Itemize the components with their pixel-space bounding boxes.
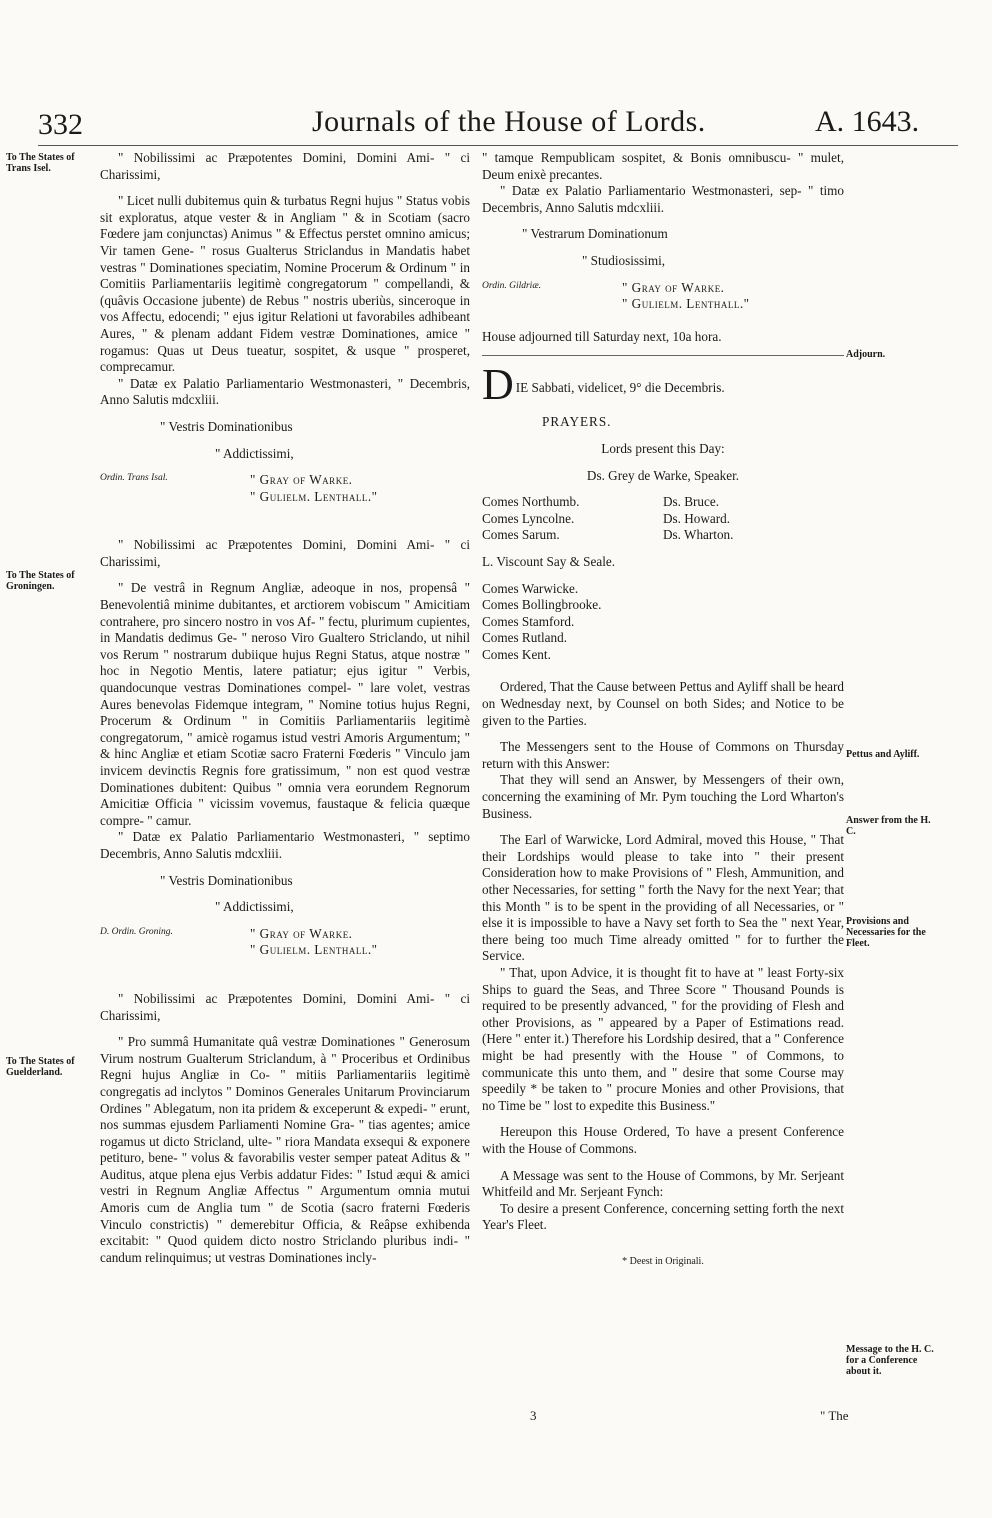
- margin-note-guelderland: To The States of Guelderland.: [6, 1056, 75, 1078]
- margin-note-trans-isel: To The States of Trans Isel.: [6, 152, 75, 174]
- warwick-motion: " That, upon Advice, it is thought fit to have at " least Forty-six Ships to guard the Seas, and Three Score " Thousand Pounds is required to be presently advanced, " for the providing of Flesh and other Provisions, as " appeared by a Paper of Estimations read. (Here " enter it.) Therefore his Lordship desired, that a " Conference might be had presently with the House " of Commons, to communicate this unto them, and " desire that some Course may speedily * be taken to " procure Monies and other Provisions, that no Time be " lost to expedite this Business.": [482, 964, 844, 1113]
- signature-mark: 3: [530, 1408, 537, 1423]
- margin-note-provisions: Provisions and Necessaries for the Fleet.: [846, 916, 926, 949]
- lord-entry: Ds. Wharton.: [663, 527, 734, 543]
- header-rule: [38, 145, 958, 146]
- closing: " Vestris Dominationibus: [160, 418, 293, 434]
- lord-entry: Comes Rutland.: [482, 630, 567, 646]
- margin-note-message: Message to the H. C. for a Conference about it.: [846, 1344, 934, 1377]
- margin-note-pettus: Pettus and Ayliff.: [846, 749, 920, 760]
- margin-note-adjourn: Adjourn.: [846, 349, 886, 360]
- signer: " Gray of Warke.: [250, 472, 353, 488]
- lord-entry: Comes Stamford.: [482, 613, 575, 629]
- signature-block: [482, 280, 844, 313]
- lord-entry: Comes Lyncolne.: [482, 510, 575, 526]
- lord-entry: Comes Northumb.: [482, 494, 580, 510]
- dateline: " Datæ ex Palatio Parliamentario Westmonasteri, " septimo Decembris, Anno Salutis mdcxliii.: [100, 829, 470, 861]
- closing: " Vestris Dominationibus: [160, 872, 293, 888]
- margin-note-groningen: To The States of Groningen.: [6, 570, 75, 592]
- lords-present-heading: Lords present this Day:: [601, 440, 725, 456]
- letter-trans-isel: [100, 150, 470, 505]
- adjournment: House adjourned till Saturday next, 10a hora.: [482, 328, 722, 344]
- closing: " Addictissimi,: [215, 899, 294, 915]
- letter-body: " Pro summâ Humanitate quâ vestræ Dominationes " Generosum Virum nostrum Gualterum Striclandum, à " Proceribus et Ordinibus Regni hujus Angliæ in Co- " mitiis Parliamentariis legitimè congregatis ad inclytos " Dominos Generales Unitarum Provinciarum Ordines " Ablegatum, non ita pridem & exceperunt & expedi- " erunt, nos summas ejusdem Parliamenti Nomine Gra- " tias agentes; amice rogamus ut dicto Stricland, ulte- " riora Mandata exsequi & exponere petituro, bene- " volus & favorabilis vester semper pateat Aditus & " Auditus, atque plena ejus Verbis addatur Fides: " Istud æqui & amici vestri in Regnum Angliæ Affectus " Argumentum omnia mutui Amoris cum de Anglia tum " de Scotia (sacro fraterni Fœderis Vinculo constrictis) " demerebitur Officia, & Reâpse exhibenda excitabit: " Quod quidem dicto nostro Striclando pluribus indi- " candum relinquimus; ut vestras Dominationes incly-: [100, 1034, 470, 1265]
- catchword: " The: [820, 1408, 849, 1423]
- dateline: " Datæ ex Palatio Parliamentario Westmonasteri, sep- " timo Decembris, Anno Salutis mdcxliii.: [482, 183, 844, 215]
- letter-groningen: [100, 537, 470, 959]
- lord-entry: Comes Sarum.: [482, 527, 560, 543]
- signature-block: [100, 926, 470, 959]
- addressee-abbreviation: Ordin. Gildriæ.: [482, 280, 542, 291]
- answer-entry: That they will send an Answer, by Messengers of their own, concerning the examining of Mr. Pym touching the Lord Wharton's Business.: [482, 772, 844, 821]
- closing: " Vestrarum Dominationum: [522, 226, 668, 242]
- signature-block: [100, 472, 470, 505]
- salutation: " Nobilissimi ac Præpotentes Domini, Domini Ami- " ci Charissimi,: [100, 990, 470, 1023]
- signer: " Gray of Warke.: [622, 279, 725, 295]
- page-number: 332: [38, 108, 83, 141]
- section-rule: [482, 355, 844, 356]
- page-title: Journals of the House of Lords.: [312, 105, 706, 138]
- closing: " Studiosissimi,: [582, 252, 666, 268]
- warwick-motion: The Earl of Warwicke, Lord Admiral, moved this House, " That their Lordships would please to take into " their present Consideration how to make Provisions of " Flesh, Ammunition, and other Necessaries, for setting " forth the Navy for the next Year; that this Month " is to be spent in the providing of all Necessaries, or " else it is impossible to have a Navy set forth to Sea the " next Year, there being too much Time already omitted " for to further the Service.: [482, 832, 844, 964]
- signer: " Gulielm. Lenthall.": [622, 296, 750, 312]
- letter-body: " De vestrâ in Regnum Angliæ, adeoque in nos, propensâ " Benevolentiâ minime dubitantes, et arctiorem vobiscum " Amicitiam contrahere, pro sincero nostro in vos Af- " fectu, plurimum cupientes, in Mandatis dedimus Ge- " neroso Viro Gualtero Striclando, ut nihil vos Rerum " nostrarum dubiique hujus Regni Status, atque nostræ " hoc in Negotio Mentis, latere patiatur; ejus igitur " Verbis, quandocunque vestras Dominationes compel- " lare volet, vestras Aures benevolas Fidemque integram, " Nomine totius hujus Regni, Procerum & Ordinum " in Comitiis Parliamentariis legitimè congregatorum, " amicè rogamus istud vestri Amoris Argumentum; " & hinc Angliæ et etiam Scotiæ sacro Fraterni Fœderis " Vinculo jam invicem devinctis Regnis fore gratissimum, " non est quod vestræ Dominationes dubitent: Quibus " omnia vera eorundem Regnorum Amicitiæ Officia " vicissim vovemus, faustaque & felicia quæque compre- " camur.: [100, 580, 470, 828]
- page-year: A. 1643.: [815, 105, 920, 138]
- left-column: [100, 150, 470, 1266]
- right-column: [482, 150, 844, 1280]
- lord-entry: Comes Kent.: [482, 646, 551, 662]
- letter-continuation: " tamque Rempublicam sospitet, & Bonis omnibuscu- " mulet, Deum enixè precantes.: [482, 150, 844, 182]
- lords-present-list: [482, 494, 844, 544]
- lord-entry: Comes Bollingbrooke.: [482, 597, 602, 613]
- lord-entry: Ds. Bruce.: [663, 494, 720, 510]
- salutation: " Nobilissimi ac Præpotentes Domini, Domini Ami- " ci Charissimi,: [100, 150, 470, 182]
- message-entry: A Message was sent to the House of Commons, by Mr. Serjeant Whitfeild and Mr. Serjeant Fynch:: [482, 1167, 844, 1200]
- session-date: IE Sabbati, videlicet, 9° die Decembris.: [515, 380, 725, 396]
- prayers-heading: PRAYERS.: [542, 414, 612, 430]
- footnote: * Deest in Originali.: [622, 1255, 704, 1267]
- closing: " Addictissimi,: [215, 445, 294, 461]
- lord-entry: L. Viscount Say & Seale.: [482, 553, 616, 569]
- letter-body: " Licet nulli dubitemus quin & turbatus Regni hujus " Status vobis sit exploratus, atque vester & in Angliam " & in Scotiam (sacro Fœdere jam conjunctas) Animus " & Effectus perstet omnino amicus; Vir tamen Gene- " rosus Gualterus Striclandus in Mandatis habet vestras " Dominationes speciatim, Nomine Procerum & Ordinum " in Comitiis Parliamentariis legitimè congregatorum " compellandi, & (quâvis Occasione jubente) de Rebus " nostris uberiùs, sinceroque in vos Affectu, edocendi; " ejus igitur Relationi ut favorabiles adhibeant Aures, " & plenam addant Fidem vestræ Dominationes, amice " rogamus: Quas ut Deus tueatur, sospitet, & usque " prosperet, comprecamur.: [100, 193, 470, 375]
- signer: " Gulielm. Lenthall.": [250, 942, 378, 958]
- signer: " Gray of Warke.: [250, 925, 353, 941]
- addressee-abbreviation: Ordin. Trans Isal.: [100, 473, 168, 484]
- message-entry: To desire a present Conference, concerning setting forth the next Year's Fleet.: [482, 1200, 844, 1233]
- letter-guelderland: [100, 991, 470, 1267]
- signer: " Gulielm. Lenthall.": [250, 488, 378, 504]
- order-conference: Hereupon this House Ordered, To have a present Conference with the House of Commons.: [482, 1124, 844, 1156]
- answer-entry: The Messengers sent to the House of Commons on Thursday return with this Answer:: [482, 739, 844, 771]
- session-heading: [482, 366, 844, 404]
- addressee-abbreviation: D. Ordin. Groning.: [100, 926, 173, 937]
- salutation: " Nobilissimi ac Præpotentes Domini, Domini Ami- " ci Charissimi,: [100, 537, 470, 569]
- lord-entry: Comes Warwicke.: [482, 580, 579, 596]
- lord-entry: Ds. Howard.: [663, 510, 731, 526]
- dateline: " Datæ ex Palatio Parliamentario Westmonasteri, " Decembris, Anno Salutis mdcxliii.: [100, 375, 470, 408]
- order-pettus: Ordered, That the Cause between Pettus and Ayliff shall be heard on Wednesday next, by Counsel on both Sides; and Notice to be given to the Parties.: [482, 679, 844, 728]
- speaker: Ds. Grey de Warke, Speaker.: [586, 467, 740, 483]
- margin-note-answer: Answer from the H. C.: [846, 815, 931, 837]
- drop-capital: D: [482, 366, 514, 405]
